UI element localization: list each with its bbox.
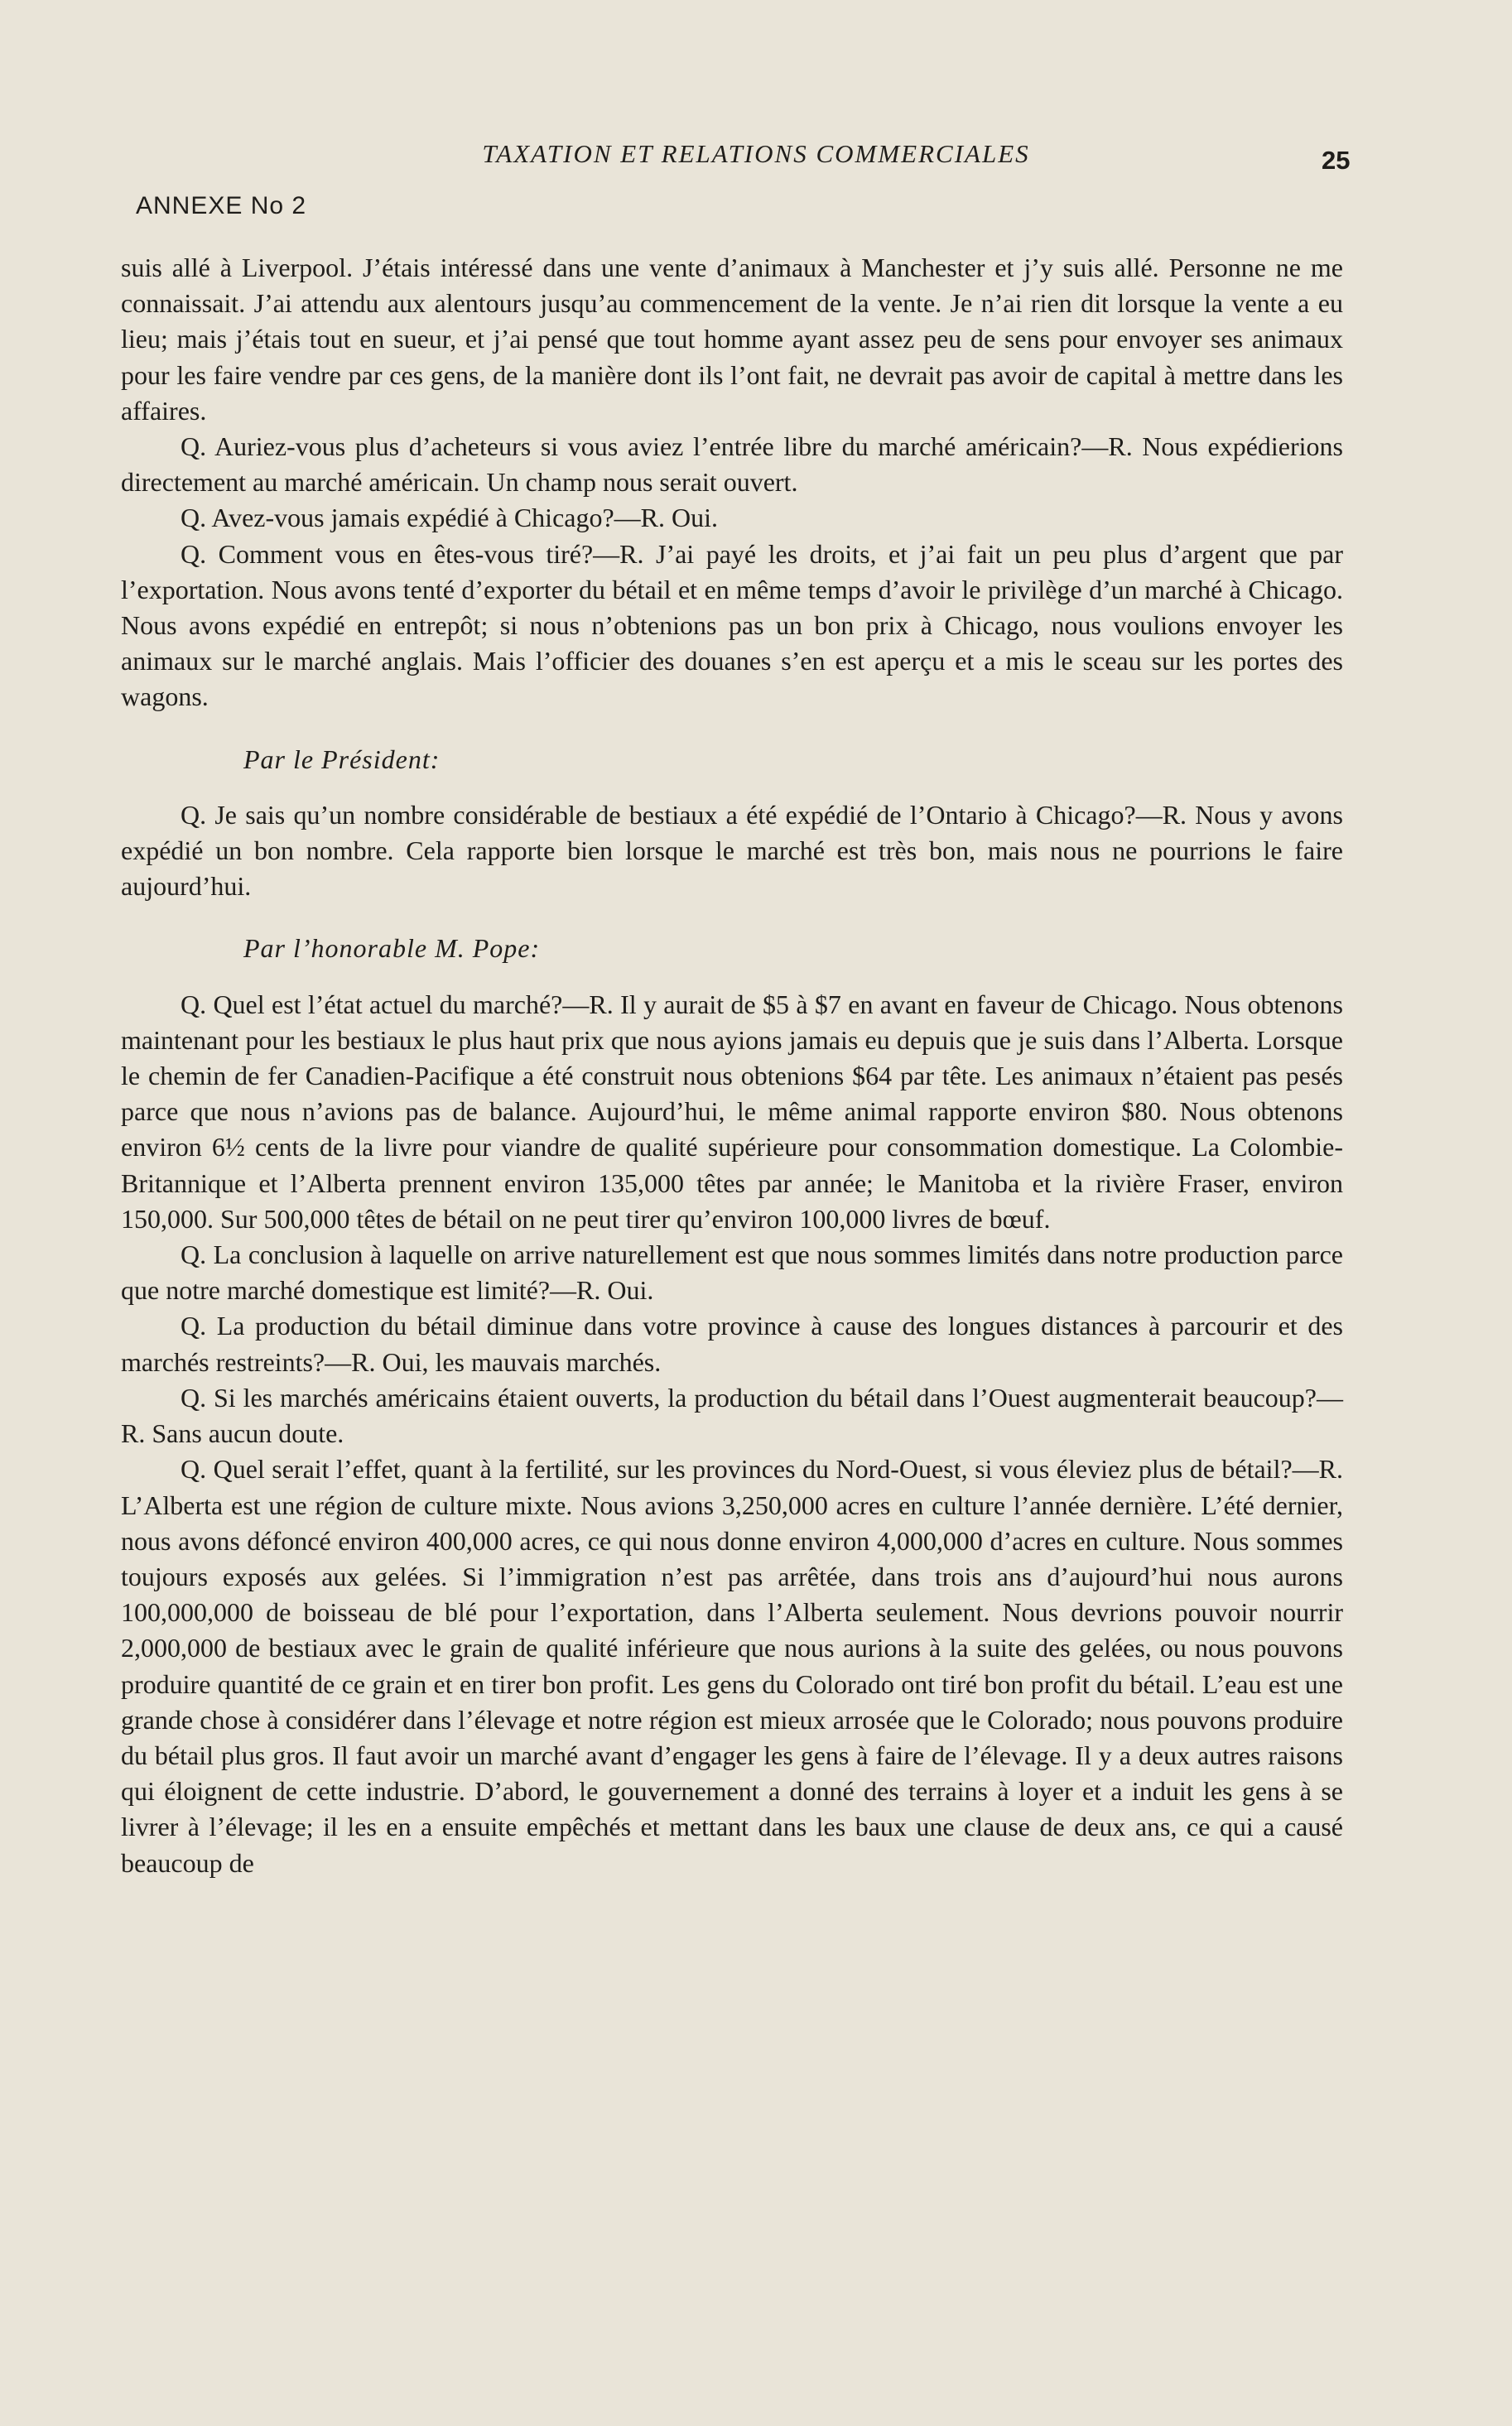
question-answer-paragraph: Q. La conclusion à laquelle on arrive naturellement est que nous sommes limités dans notre production parce que notre marché domestique est limité?—R. Oui. bbox=[121, 1239, 1343, 1306]
question-answer-paragraph: Q. Quel serait l’effet, quant à la fertilité, sur les provinces du Nord-Ouest, si vous éleviez plus de bétail?—R. L’Alberta est une région de culture mixte. Nous avions 3,250,000 acres en culture l’année dernière. L’été dernier, nous avons défoncé environ 400,000 acres, ce qui nous donne environ 4,000,000 d’acres en culture. Nous sommes toujours exposés aux gelées. Si l’immigration n’est pas arrêtée, dans trois ans d’aujourd’hui nous aurons 100,000,000 de boisseau de blé pour l’exportation, dans l’Alberta seulement. Nous devrions pouvoir nourrir 2,000,000 de bestiaux avec le grain de qualité inférieure que nous aurions à la suite des gelées, ou nous pouvons produire quantité de ce grain et en tirer bon profit. Les gens du Colorado ont tiré bon profit du bétail. L’eau est une grande chose à considérer dans l’élevage et notre région est mieux arrosée que le Colorado; nous pouvons produire du bétail plus gros. Il faut avoir un marché avant d’engager les gens à faire de l’élevage. Il y a deux autres raisons qui éloignent de cette industrie. D’abord, le gouvernement a donné des terrains à loyer et a induit les gens à se livrer à l’élevage; il les en a ensuite empêchés et mettant dans les baux une clause de deux ans, ce qui a causé beaucoup de bbox=[121, 1454, 1343, 1878]
annex-label: ANNEXE No 2 bbox=[136, 192, 307, 219]
running-head-title: TAXATION ET RELATIONS COMMERCIALES bbox=[482, 139, 1030, 168]
question-answer-paragraph: Q. Quel est l’état actuel du marché?—R. Il y aurait de $5 à $7 en avant en faveur de Chicago. Nous obtenons maintenant pour les bestiaux le plus haut prix que nous ayions jamais eu depuis que je suis dans l’Alberta. Lorsque le chemin de fer Canadien-Pacifique a été construit nous obtenions $64 par tête. Les animaux n’étaient pas pesés parce que nous n’avions pas de balance. Aujourd’hui, le même animal rapporte environ $80. Nous obtenons environ 6½ cents de la livre pour viandre de qualité supérieure pour consommation domestique. La Colombie-Britannique et l’Alberta prennent environ 135,000 têtes par année; le Manitoba et la rivière Fraser, environ 150,000. Sur 500,000 têtes de bétail on ne peut tirer qu’environ 100,000 livres de bœuf. bbox=[121, 989, 1343, 1234]
section-heading-pope: Par l’honorable M. Pope: bbox=[243, 933, 541, 964]
body-text bbox=[121, 250, 1343, 1881]
question-answer-paragraph: Q. Auriez-vous plus d’acheteurs si vous aviez l’entrée libre du marché américain?—R. Nous expédierions directement au marché américain. Un champ nous serait ouvert. bbox=[121, 431, 1343, 498]
question-answer-paragraph: Q. Si les marchés américains étaient ouverts, la production du bétail dans l’Ouest augmenterait beaucoup?—R. Sans aucun doute. bbox=[121, 1382, 1343, 1449]
question-answer-paragraph: Q. Comment vous en êtes-vous tiré?—R. J’ai payé les droits, et j’ai fait un peu plus d’argent que par l’exportation. Nous avons tenté d’exporter du bétail et en même temps d’avoir le privilège d’un marché à Chicago. Nous avons expédié en entrepôt; si nous n’obtenions pas un bon prix à Chicago, nous voulions envoyer les animaux sur le marché anglais. Mais l’officier des douanes s’en est aperçu et a mis le sceau sur les portes des wagons. bbox=[121, 538, 1343, 712]
page-number: 25 bbox=[1322, 146, 1351, 175]
question-answer-paragraph: Q. Je sais qu’un nombre considérable de bestiaux a été expédié de l’Ontario à Chicago?—R. Nous y avons expédié un bon nombre. Cela rapporte bien lorsque le marché est très bon, mais nous ne pourrions le faire aujourd’hui. bbox=[121, 799, 1343, 902]
section-heading-president: Par le Président: bbox=[243, 744, 441, 774]
question-answer-paragraph: Q. La production du bétail diminue dans votre province à cause des longues distances à parcourir et des marchés restreints?—R. Oui, les mauvais marchés. bbox=[121, 1311, 1343, 1377]
paragraph-continuation: suis allé à Liverpool. J’étais intéressé dans une vente d’animaux à Manchester et j’y suis allé. Personne ne me connaissait. J’ai attendu aux alentours jusqu’au commencement de la vente. Je n’ai rien dit lorsque la vente a eu lieu; mais j’étais tout en sueur, et j’ai pensé que tout homme ayant assez peu de sens pour envoyer ses animaux pour les faire vendre par ces gens, de la manière dont ils l’ont fait, ne devrait pas avoir de capital à mettre dans les affaires. bbox=[121, 253, 1343, 426]
question-answer-paragraph: Q. Avez-vous jamais expédié à Chicago?—R. Oui. bbox=[181, 503, 719, 533]
